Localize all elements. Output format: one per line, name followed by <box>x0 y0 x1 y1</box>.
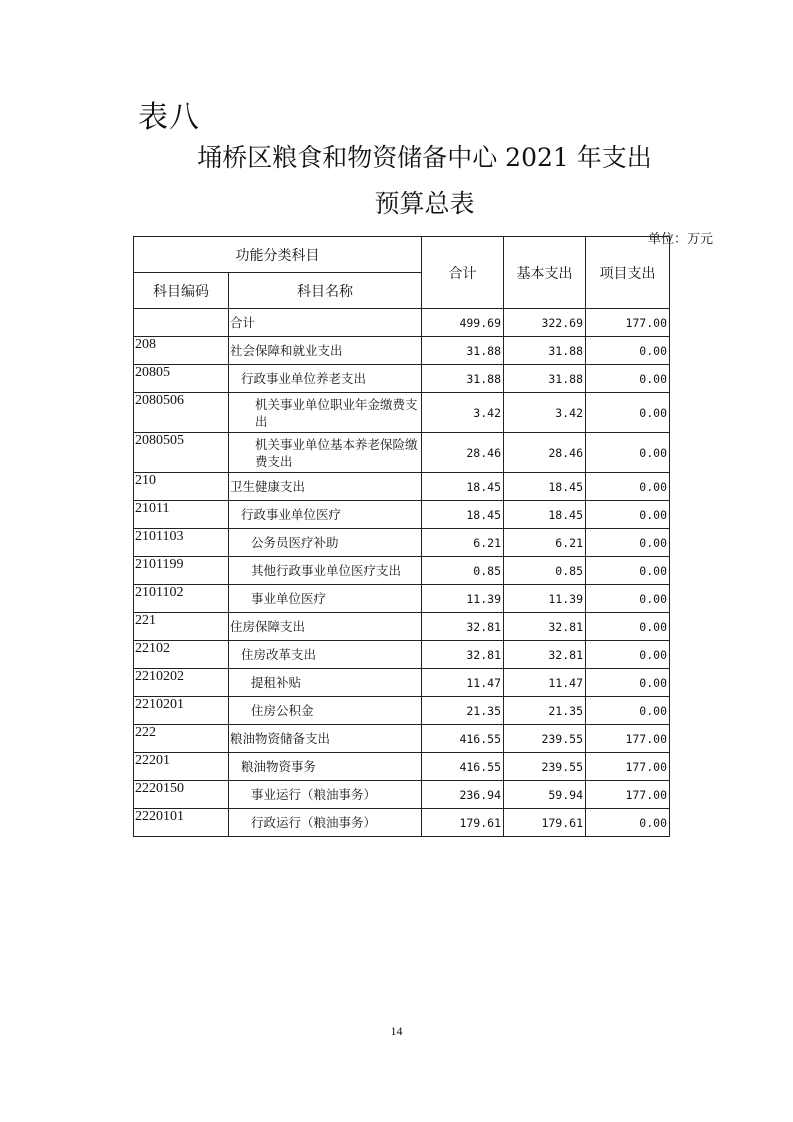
row-name: 粮油物资事务 <box>229 753 422 781</box>
row-project: 0.00 <box>586 641 670 669</box>
table-row <box>134 613 670 641</box>
row-project: 0.00 <box>586 365 670 393</box>
row-project: 0.00 <box>586 501 670 529</box>
row-code: 22102 <box>134 641 229 669</box>
row-total: 11.39 <box>422 585 504 613</box>
row-total: 6.21 <box>422 529 504 557</box>
row-project: 0.00 <box>586 697 670 725</box>
row-name: 合计 <box>229 309 422 337</box>
table-row <box>134 309 670 337</box>
header-functional-category: 功能分类科目 <box>134 237 422 273</box>
row-total: 416.55 <box>422 725 504 753</box>
row-code: 2210202 <box>134 669 229 697</box>
row-project: 0.00 <box>586 557 670 585</box>
row-code: 22201 <box>134 753 229 781</box>
row-total: 31.88 <box>422 337 504 365</box>
row-name: 行政事业单位医疗 <box>229 501 422 529</box>
table-row <box>134 669 670 697</box>
row-project: 0.00 <box>586 433 670 473</box>
row-total: 416.55 <box>422 753 504 781</box>
row-total: 11.47 <box>422 669 504 697</box>
row-project: 177.00 <box>586 725 670 753</box>
row-code: 221 <box>134 613 229 641</box>
row-total: 3.42 <box>422 393 504 433</box>
row-name: 提租补贴 <box>229 669 422 697</box>
row-code: 20805 <box>134 365 229 393</box>
row-total: 31.88 <box>422 365 504 393</box>
row-name: 住房公积金 <box>229 697 422 725</box>
table-row <box>134 501 670 529</box>
table-row <box>134 725 670 753</box>
row-basic: 3.42 <box>504 393 586 433</box>
row-total: 18.45 <box>422 501 504 529</box>
row-code: 2101103 <box>134 529 229 557</box>
row-code <box>134 309 229 337</box>
row-project: 177.00 <box>586 781 670 809</box>
page-number: 14 <box>390 1024 403 1038</box>
row-name: 粮油物资储备支出 <box>229 725 422 753</box>
row-project: 0.00 <box>586 809 670 837</box>
row-total: 236.94 <box>422 781 504 809</box>
row-code: 2220150 <box>134 781 229 809</box>
row-basic: 11.39 <box>504 585 586 613</box>
row-basic: 59.94 <box>504 781 586 809</box>
row-total: 0.85 <box>422 557 504 585</box>
row-code: 2101102 <box>134 585 229 613</box>
row-total: 28.46 <box>422 433 504 473</box>
header-name: 科目名称 <box>229 273 422 309</box>
table-row <box>134 529 670 557</box>
table-row <box>134 433 670 473</box>
header-basic: 基本支出 <box>504 237 586 309</box>
row-basic: 21.35 <box>504 697 586 725</box>
row-basic: 32.81 <box>504 613 586 641</box>
row-name: 其他行政事业单位医疗支出 <box>229 557 422 585</box>
row-total: 499.69 <box>422 309 504 337</box>
page-title: 埇桥区粮食和物资储备中心 2021 年支出 <box>197 143 652 172</box>
row-basic: 11.47 <box>504 669 586 697</box>
table-row <box>134 365 670 393</box>
row-project: 0.00 <box>586 529 670 557</box>
row-project: 0.00 <box>586 473 670 501</box>
row-code: 2101199 <box>134 557 229 585</box>
row-basic: 31.88 <box>504 365 586 393</box>
row-project: 0.00 <box>586 669 670 697</box>
row-code: 2080506 <box>134 393 229 433</box>
table-row <box>134 393 670 433</box>
row-name: 公务员医疗补助 <box>229 529 422 557</box>
row-name: 住房改革支出 <box>229 641 422 669</box>
row-project: 0.00 <box>586 393 670 433</box>
row-code: 21011 <box>134 501 229 529</box>
row-code: 210 <box>134 473 229 501</box>
row-basic: 28.46 <box>504 433 586 473</box>
table-row <box>134 557 670 585</box>
row-project: 177.00 <box>586 309 670 337</box>
row-project: 177.00 <box>586 753 670 781</box>
row-basic: 31.88 <box>504 337 586 365</box>
row-project: 0.00 <box>586 613 670 641</box>
table-row <box>134 697 670 725</box>
row-basic: 6.21 <box>504 529 586 557</box>
header-project: 项目支出 <box>586 237 670 309</box>
table-row <box>134 337 670 365</box>
row-name: 事业运行（粮油事务） <box>229 781 422 809</box>
row-project: 0.00 <box>586 585 670 613</box>
header-total: 合计 <box>422 237 504 309</box>
row-name: 机关事业单位基本养老保险缴费支出 <box>229 433 422 473</box>
row-code: 2220101 <box>134 809 229 837</box>
table-row <box>134 809 670 837</box>
row-name: 住房保障支出 <box>229 613 422 641</box>
table-row <box>134 473 670 501</box>
row-basic: 322.69 <box>504 309 586 337</box>
document-label: 表八 <box>138 100 200 135</box>
row-basic: 179.61 <box>504 809 586 837</box>
row-name: 事业单位医疗 <box>229 585 422 613</box>
row-basic: 239.55 <box>504 753 586 781</box>
table-row <box>134 641 670 669</box>
row-total: 21.35 <box>422 697 504 725</box>
row-name: 社会保障和就业支出 <box>229 337 422 365</box>
page-subtitle: 预算总表 <box>374 189 475 218</box>
row-code: 222 <box>134 725 229 753</box>
table-row <box>134 585 670 613</box>
row-total: 179.61 <box>422 809 504 837</box>
unit-note: 单位：万元 <box>647 232 713 247</box>
row-total: 32.81 <box>422 613 504 641</box>
row-basic: 239.55 <box>504 725 586 753</box>
row-name: 行政事业单位养老支出 <box>229 365 422 393</box>
row-basic: 18.45 <box>504 501 586 529</box>
row-code: 2210201 <box>134 697 229 725</box>
row-code: 2080505 <box>134 433 229 473</box>
row-name: 机关事业单位职业年金缴费支出 <box>229 393 422 433</box>
row-total: 32.81 <box>422 641 504 669</box>
row-project: 0.00 <box>586 337 670 365</box>
table-row <box>134 781 670 809</box>
budget-table <box>133 236 670 837</box>
table-row <box>134 753 670 781</box>
row-basic: 32.81 <box>504 641 586 669</box>
header-code: 科目编码 <box>134 273 229 309</box>
row-total: 18.45 <box>422 473 504 501</box>
row-code: 208 <box>134 337 229 365</box>
row-name: 行政运行（粮油事务） <box>229 809 422 837</box>
row-basic: 18.45 <box>504 473 586 501</box>
row-name: 卫生健康支出 <box>229 473 422 501</box>
row-basic: 0.85 <box>504 557 586 585</box>
